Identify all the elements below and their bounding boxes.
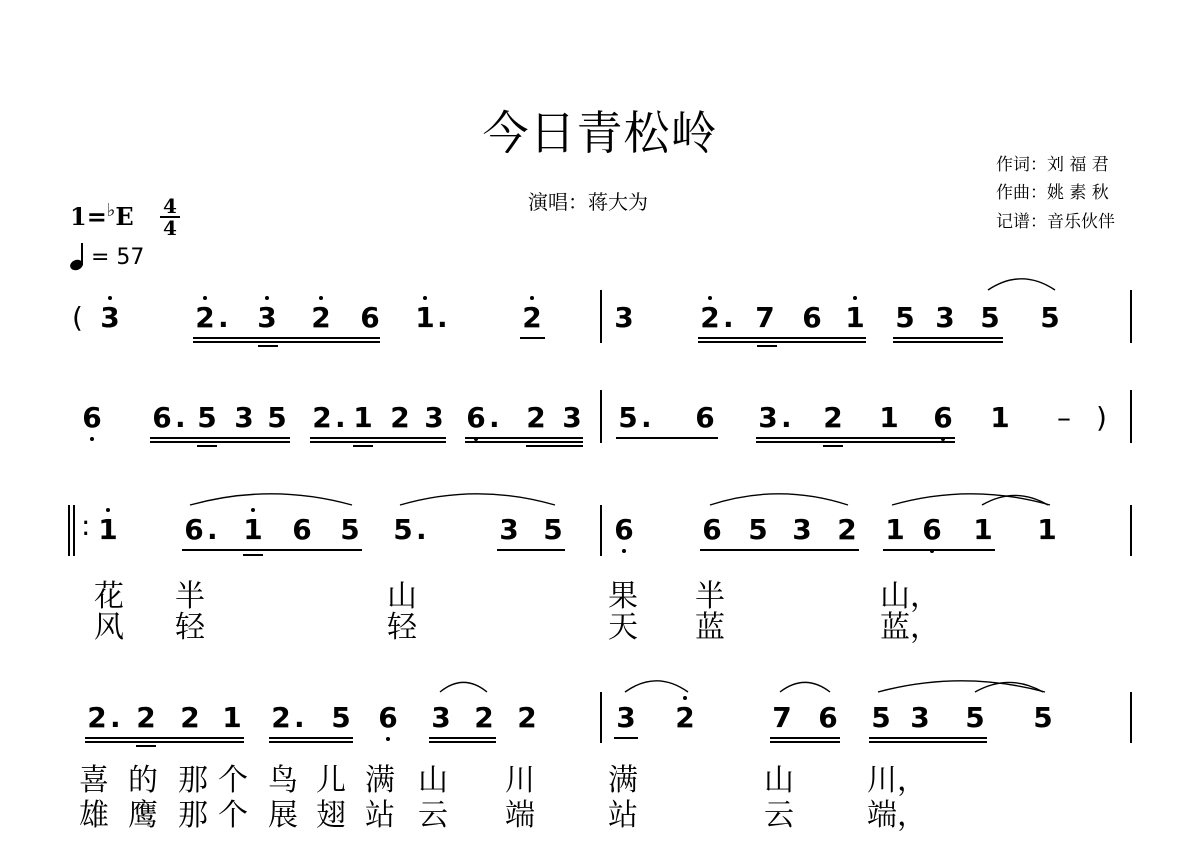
note: 1	[98, 513, 118, 546]
underline	[136, 745, 156, 747]
note: 6	[360, 301, 380, 334]
underline	[520, 337, 545, 339]
augmentation-dot: .	[335, 401, 346, 434]
underline	[698, 337, 866, 339]
octave-dot	[423, 296, 427, 300]
barline	[1130, 692, 1132, 743]
lyric-syllable: 满	[608, 763, 638, 798]
lyric-syllable: 半	[695, 579, 725, 614]
note: 1	[885, 513, 905, 546]
note: 7	[772, 701, 792, 734]
repeat-sign: :	[81, 509, 91, 542]
underline	[150, 441, 290, 443]
note: 3	[100, 301, 120, 334]
note: 2	[526, 401, 546, 434]
lyric-syllable: 端	[505, 798, 535, 833]
lyric-syllable: 端，	[867, 798, 927, 833]
lyric-syllable: 山	[387, 579, 417, 614]
note: 6	[695, 401, 715, 434]
underline	[893, 341, 1003, 343]
lyric-syllable: 个	[218, 798, 248, 833]
note: 3	[499, 513, 519, 546]
underline	[258, 345, 278, 347]
note: 3	[910, 701, 930, 734]
lyric-syllable: 雄	[79, 798, 109, 833]
lyric-syllable: 风	[94, 610, 124, 645]
underline	[85, 737, 244, 739]
note: 3	[616, 701, 636, 734]
note: 3	[562, 401, 582, 434]
note: 1	[845, 301, 865, 334]
underline	[893, 337, 1003, 339]
note: 6	[818, 701, 838, 734]
lyric-syllable: 山，	[880, 579, 940, 614]
slur	[400, 491, 555, 507]
augmentation-dot: .	[723, 301, 734, 334]
underline	[698, 341, 866, 343]
underline	[193, 337, 380, 339]
lyric-syllable: 山	[418, 763, 448, 798]
note: 5	[393, 513, 413, 546]
lyric-syllable: 儿	[316, 763, 346, 798]
underline	[465, 441, 583, 443]
note: 1	[415, 301, 435, 334]
note: 6	[802, 301, 822, 334]
note: 6	[702, 513, 722, 546]
note: 7	[755, 301, 775, 334]
note: 3	[758, 401, 778, 434]
lyric-syllable: 云	[764, 798, 794, 833]
underline	[616, 437, 718, 439]
note: 5	[871, 701, 891, 734]
note: 5	[980, 301, 1000, 334]
note: 2	[312, 401, 332, 434]
note: 5	[748, 513, 768, 546]
barline	[600, 692, 602, 743]
barline	[1130, 505, 1132, 556]
note: 5	[340, 513, 360, 546]
barline	[600, 290, 602, 343]
underline	[497, 549, 565, 551]
augmentation-dot: .	[175, 401, 186, 434]
barline	[600, 505, 602, 556]
lyric-syllable: 鹰	[128, 798, 158, 833]
underline	[823, 445, 843, 447]
slur	[975, 680, 1043, 694]
augmentation-dot: .	[641, 401, 652, 434]
augmentation-dot: .	[110, 701, 121, 734]
note: 2	[390, 401, 410, 434]
underline	[197, 445, 217, 447]
slur	[190, 491, 352, 507]
note: 3	[431, 701, 451, 734]
octave-dot	[265, 296, 269, 300]
octave-dot	[683, 696, 687, 700]
lyric-syllable: 那	[178, 798, 208, 833]
barline	[1130, 290, 1132, 343]
note: 2	[675, 701, 695, 734]
augmentation-dot: .	[294, 701, 305, 734]
barline	[73, 505, 75, 556]
octave-dot	[708, 296, 712, 300]
augmentation-dot: .	[218, 301, 229, 334]
note: 5	[895, 301, 915, 334]
note: 3	[792, 513, 812, 546]
underline	[757, 345, 777, 347]
note: 6	[378, 701, 398, 734]
augmentation-dot: .	[416, 513, 427, 546]
note: 5	[1040, 301, 1060, 334]
lyric-syllable: 的	[128, 763, 158, 798]
slur	[982, 493, 1048, 507]
note: 5	[267, 401, 287, 434]
octave-dot	[106, 508, 110, 512]
singer-credit: 演唱：蒋大为	[528, 190, 648, 214]
note: 3	[424, 401, 444, 434]
lyric-syllable: 站	[365, 798, 395, 833]
lyric-syllable: 喜	[79, 763, 109, 798]
lyric-syllable: 鸟	[268, 763, 298, 798]
lyric-syllable: 半	[175, 579, 205, 614]
note: 2	[700, 301, 720, 334]
octave-dot	[622, 549, 626, 553]
slur	[988, 276, 1055, 292]
note: 6	[614, 513, 634, 546]
composer-credit: 作曲：姚 素 秋	[996, 183, 1109, 203]
lyric-syllable: 翅	[316, 798, 346, 833]
note: 3	[935, 301, 955, 334]
lyric-syllable: 川	[505, 763, 535, 798]
note: 6	[922, 513, 942, 546]
note: 6	[292, 513, 312, 546]
lyricist-credit: 作词：刘 福 君	[996, 155, 1109, 175]
note: 6	[466, 401, 486, 434]
underline	[465, 437, 583, 439]
note: 2	[522, 301, 542, 334]
note: 3	[257, 301, 277, 334]
octave-dot	[319, 296, 323, 300]
octave-dot	[90, 437, 94, 441]
paren-close: )	[1096, 401, 1107, 434]
note: 2	[311, 301, 331, 334]
barline	[600, 390, 602, 443]
octave-dot	[853, 296, 857, 300]
note: 2	[823, 401, 843, 434]
lyric-syllable: 满	[365, 763, 395, 798]
underline	[269, 741, 353, 743]
dash: –	[1057, 401, 1071, 434]
octave-dot	[251, 508, 255, 512]
note: 3	[614, 301, 634, 334]
key-signature: 1=♭E	[70, 200, 134, 231]
slur	[710, 491, 848, 507]
lyric-syllable: 个	[218, 763, 248, 798]
octave-dot	[386, 737, 390, 741]
barline	[1130, 390, 1132, 443]
quarter-note-icon	[70, 244, 84, 270]
underline	[429, 741, 496, 743]
lyric-syllable: 轻	[175, 610, 205, 645]
underline	[526, 445, 583, 447]
underline	[614, 737, 638, 739]
note: 2	[517, 701, 537, 734]
octave-dot	[530, 296, 534, 300]
underline	[883, 549, 995, 551]
octave-dot	[108, 296, 112, 300]
underline	[269, 737, 353, 739]
note: 6	[933, 401, 953, 434]
note: 5	[618, 401, 638, 434]
note: 6	[184, 513, 204, 546]
note: 2	[136, 701, 156, 734]
underline	[243, 554, 263, 556]
note: 5	[197, 401, 217, 434]
underline	[429, 737, 496, 739]
lyric-syllable: 轻	[387, 610, 417, 645]
barline	[68, 505, 70, 556]
augmentation-dot: .	[207, 513, 218, 546]
augmentation-dot: .	[437, 301, 448, 334]
note: 5	[543, 513, 563, 546]
lyric-syllable: 蓝，	[880, 610, 940, 645]
underline	[770, 737, 840, 739]
underline	[700, 549, 859, 551]
lyric-syllable: 果	[608, 579, 638, 614]
underline	[869, 741, 987, 743]
note: 6	[152, 401, 172, 434]
lyric-syllable: 展	[268, 798, 298, 833]
slur	[625, 678, 688, 694]
slur	[440, 680, 487, 694]
lyric-syllable: 云	[418, 798, 448, 833]
underline	[193, 341, 380, 343]
underline	[756, 441, 955, 443]
note: 1	[243, 513, 263, 546]
octave-dot	[203, 296, 207, 300]
underline	[182, 549, 362, 551]
lyric-syllable: 那	[178, 763, 208, 798]
underline	[770, 741, 840, 743]
note: 1	[973, 513, 993, 546]
underline	[310, 437, 446, 439]
note: 1	[879, 401, 899, 434]
note: 2	[180, 701, 200, 734]
note: 2	[837, 513, 857, 546]
underline	[869, 737, 987, 739]
song-title: 今日青松岭	[482, 106, 718, 160]
note: 6	[82, 401, 102, 434]
time-signature: 4 4	[160, 196, 180, 238]
lyric-syllable: 站	[608, 798, 638, 833]
augmentation-dot: .	[489, 401, 500, 434]
lyric-syllable: 花	[94, 579, 124, 614]
tempo-marking: = 57	[70, 244, 144, 270]
lyric-syllable: 天	[608, 610, 638, 645]
underline	[353, 445, 373, 447]
underline	[85, 741, 244, 743]
lyric-syllable: 山	[764, 763, 794, 798]
note: 2	[87, 701, 107, 734]
note: 5	[1033, 701, 1053, 734]
note: 1	[353, 401, 373, 434]
note: 1	[1037, 513, 1057, 546]
note: 3	[234, 401, 254, 434]
underline	[150, 437, 290, 439]
note: 1	[222, 701, 242, 734]
note: 2	[474, 701, 494, 734]
augmentation-dot: .	[781, 401, 792, 434]
underline	[756, 437, 955, 439]
slur	[780, 680, 830, 694]
note: 1	[990, 401, 1010, 434]
paren-open: (	[72, 301, 83, 334]
note: 2	[195, 301, 215, 334]
note: 5	[965, 701, 985, 734]
underline	[310, 441, 446, 443]
lyric-syllable: 川，	[867, 763, 927, 798]
lyric-syllable: 蓝	[695, 610, 725, 645]
note: 2	[271, 701, 291, 734]
transcriber-credit: 记谱：音乐伙伴	[996, 212, 1115, 232]
note: 5	[331, 701, 351, 734]
